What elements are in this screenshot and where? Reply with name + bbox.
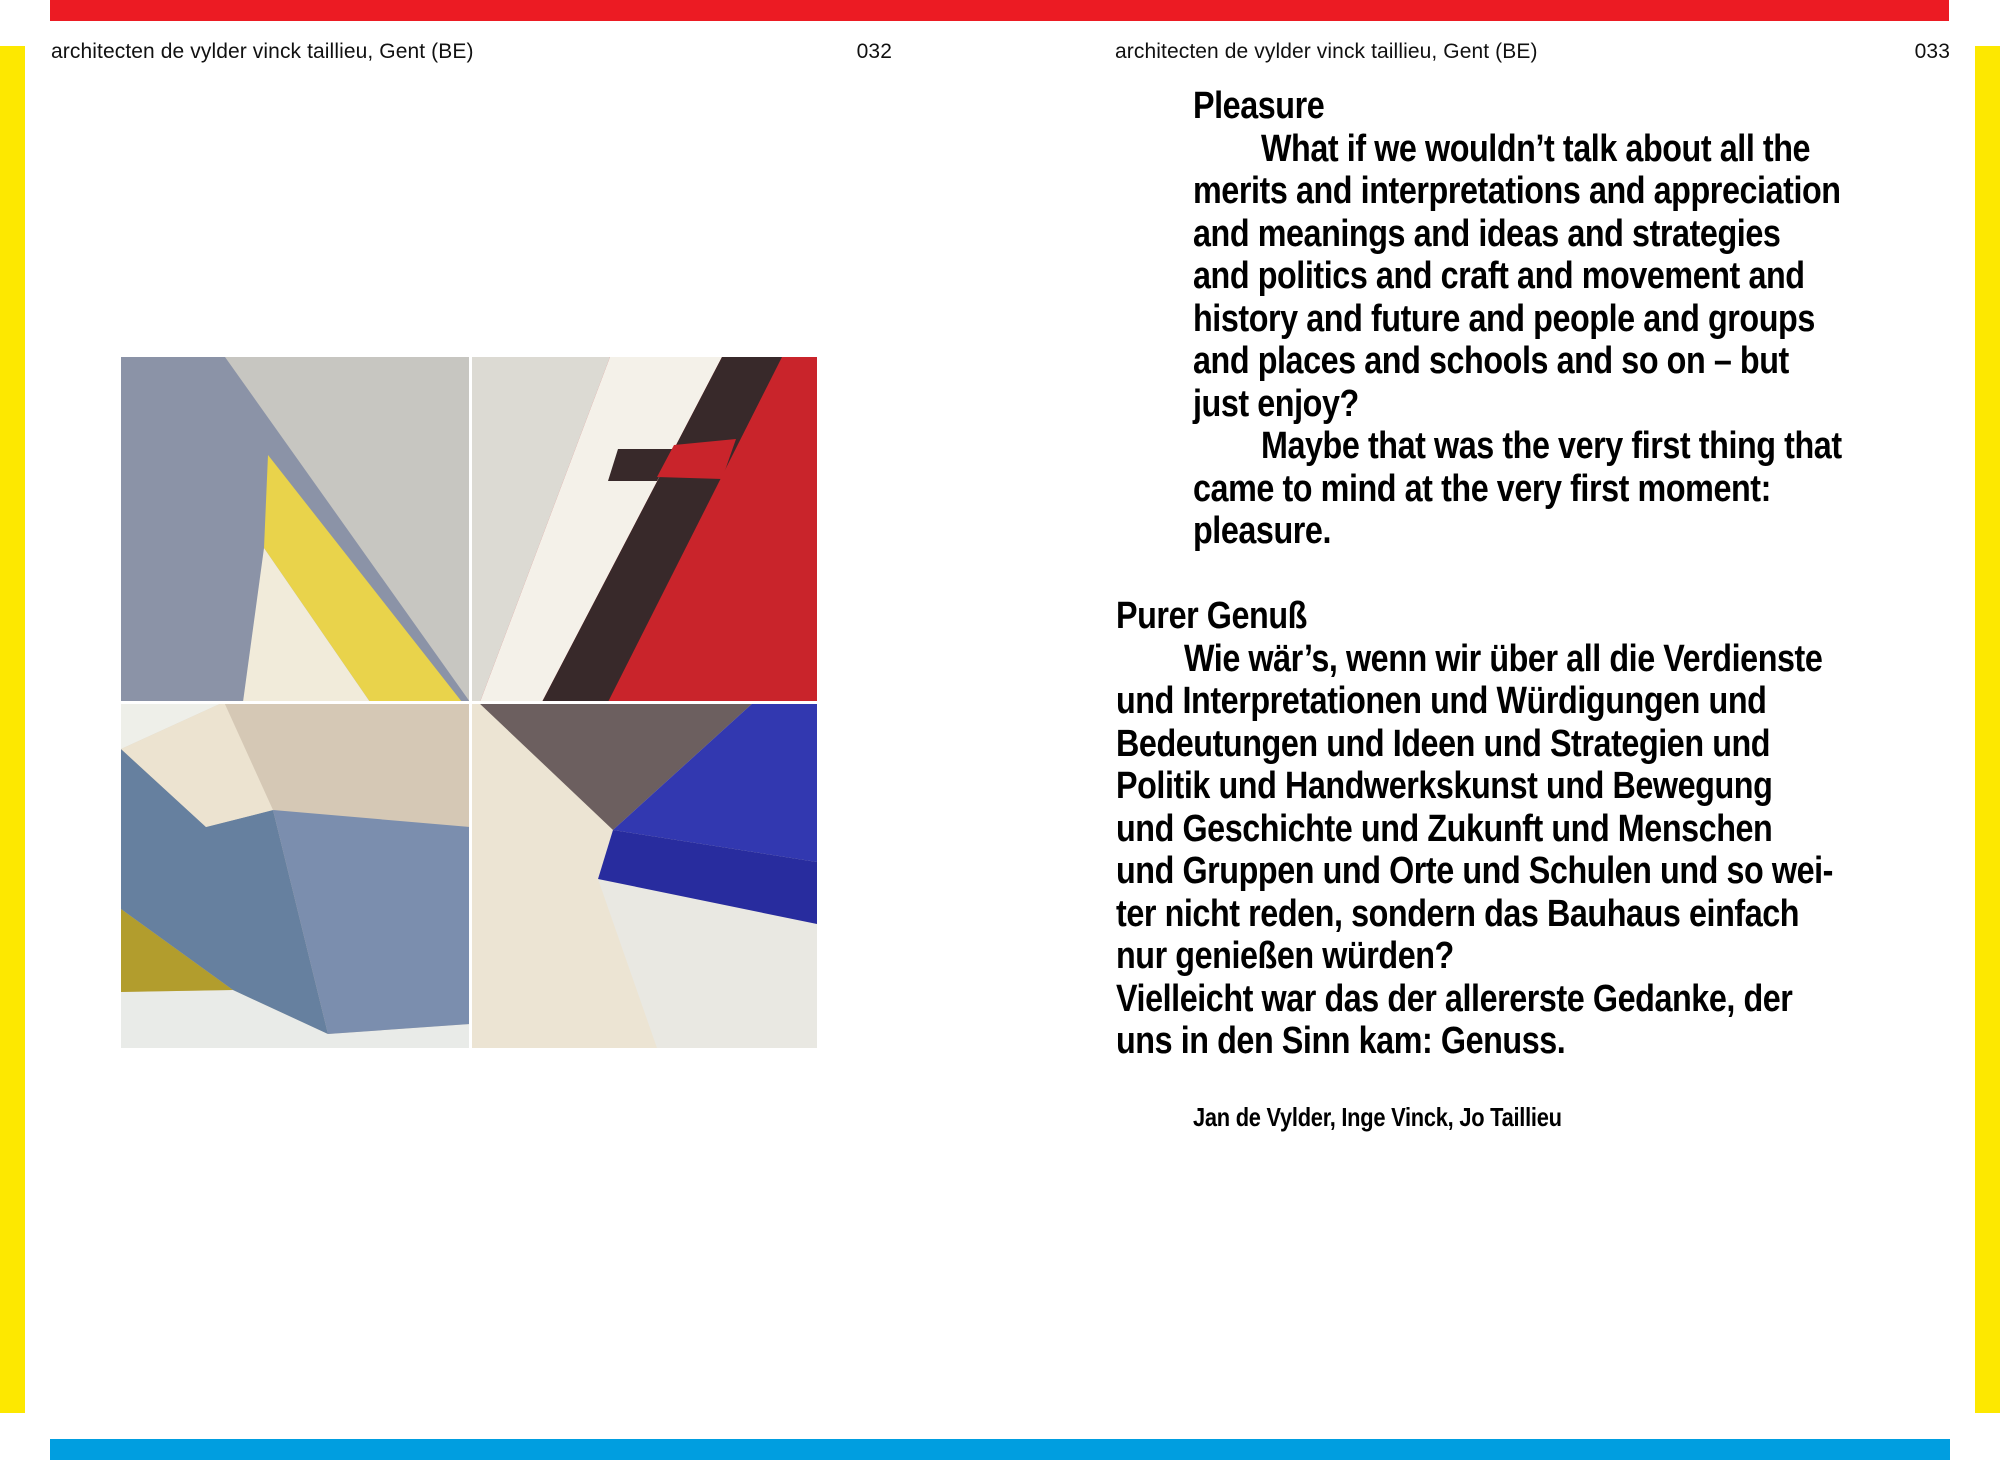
text-line: und Gruppen und Orte und Schulen und so wei- xyxy=(1116,850,1834,892)
running-header-right-title: architecten de vylder vinck taillieu, Gent (BE) xyxy=(1115,40,1538,63)
english-text-block xyxy=(1193,85,1956,553)
running-header-left-title: architecten de vylder vinck taillieu, Gent (BE) xyxy=(51,40,474,63)
page-number-right: 033 xyxy=(1914,40,1950,63)
attribution-line: Jan de Vylder, Inge Vinck, Jo Taillieu xyxy=(1193,1102,1562,1132)
text-line: Pleasure xyxy=(1193,85,1325,127)
text-line: and places and schools and so on – but xyxy=(1193,340,1789,382)
architecture-photo xyxy=(121,357,817,1048)
seam-vertical xyxy=(469,357,472,1048)
text-line: Maybe that was the very first thing that xyxy=(1261,425,1842,467)
text-line: Purer Genuß xyxy=(1116,595,1307,637)
text-line: ter nicht reden, sondern das Bauhaus einfach xyxy=(1116,892,1800,935)
text-line: just enjoy? xyxy=(1193,382,1359,425)
running-header-right xyxy=(1115,40,1950,64)
yellow-right-bar xyxy=(1975,46,2000,1413)
text-line: pleasure. xyxy=(1193,510,1332,552)
text-line: history and future and people and groups xyxy=(1193,297,1815,340)
text-line: merits and interpretations and appreciation xyxy=(1193,170,1841,212)
text-line: nur genießen würden? xyxy=(1116,935,1454,977)
text-line: Vielleicht war das der allererste Gedanke, der xyxy=(1116,977,1793,1020)
text-line: and meanings and ideas and strategies xyxy=(1193,212,1781,255)
text-line: What if we wouldn’t talk about all the xyxy=(1261,127,1811,170)
text-line: und Interpretationen und Würdigungen und xyxy=(1116,680,1767,722)
text-line: Wie wär’s, wenn wir über all die Verdienste xyxy=(1184,637,1823,680)
text-line: and politics and craft and movement and xyxy=(1193,255,1805,297)
running-header-left xyxy=(51,40,892,64)
text-line: came to mind at the very first moment: xyxy=(1193,467,1771,510)
text-line: uns in den Sinn kam: Genuss. xyxy=(1116,1020,1566,1062)
red-top-bar xyxy=(50,0,1949,21)
yellow-left-bar xyxy=(0,46,25,1413)
page-number-left: 032 xyxy=(856,40,892,63)
german-text-block xyxy=(1116,595,1960,1063)
text-line: Politik und Handwerkskunst und Bewegung xyxy=(1116,765,1773,807)
text-line: Bedeutungen und Ideen und Strategien und xyxy=(1116,722,1771,765)
text-line: und Geschichte und Zukunft und Menschen xyxy=(1116,807,1773,850)
blue-bottom-bar xyxy=(50,1439,1950,1460)
